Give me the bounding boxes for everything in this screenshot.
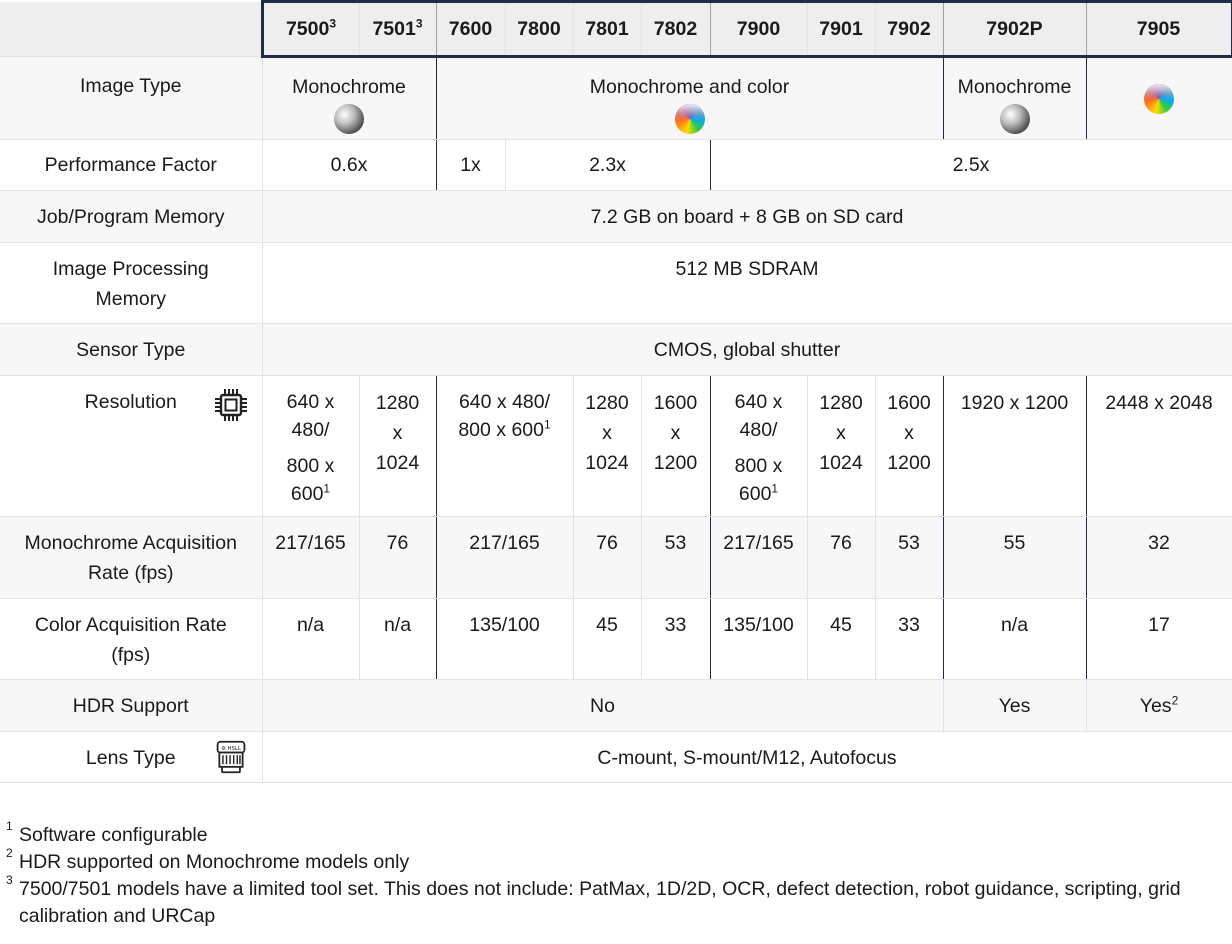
color-rate-cell: 33 (641, 599, 710, 680)
footnote-ref: 1 (323, 481, 331, 496)
image-type-text: Monochrome (292, 76, 406, 98)
header-row (0, 2, 1232, 57)
footnote-item (6, 819, 1226, 849)
lens-icon (214, 740, 248, 774)
hdr-cell: No (262, 680, 943, 732)
model-7902: 7902 (875, 2, 943, 57)
mono-rate-cell: 76 (807, 517, 875, 599)
footnote-item (6, 873, 1226, 930)
row-label: Performance Factor (0, 140, 262, 191)
performance-cell: 0.6x (262, 140, 436, 191)
row-sensor (0, 324, 1232, 376)
hdr-cell: Yes (943, 680, 1086, 732)
resolution-text: 640 x 480/ (734, 391, 783, 441)
mono-rate-cell: 217/165 (262, 517, 359, 599)
footnote-text: 7500/7501 models have a limited tool set. This does not include: PatMax, 1D/2D, OCR, defect detection, robot guidance, scripting, grid calibration and URCap (19, 878, 1181, 927)
color-rate-cell: 33 (875, 599, 943, 680)
row-color-rate (0, 599, 1232, 680)
model-7901: 7901 (807, 2, 875, 57)
mono-rate-cell: 55 (943, 517, 1086, 599)
resolution-cell: 2448 x 2048 (1086, 376, 1232, 517)
model-7902p: 7902P (943, 2, 1086, 57)
header-corner (0, 2, 262, 57)
model-7500: 7500$^3$ (262, 2, 359, 57)
color-rate-cell: 17 (1086, 599, 1232, 680)
monochrome-sphere-icon (1000, 104, 1030, 134)
resolution-cell: 1280 x 1024 (359, 376, 436, 517)
footnote-text: HDR supported on Monochrome models only (19, 851, 410, 873)
row-label: Job/Program Memory (0, 191, 262, 243)
row-resolution (0, 376, 1232, 517)
chip-icon (214, 388, 248, 422)
color-rate-cell: n/a (262, 599, 359, 680)
mono-rate-cell: 53 (875, 517, 943, 599)
resolution-cell: 1280 x 1024 (807, 376, 875, 517)
hdr-cell (1086, 680, 1232, 732)
color-rate-cell: n/a (359, 599, 436, 680)
color-rate-cell: n/a (943, 599, 1086, 680)
row-label: HDR Support (0, 680, 262, 732)
row-performance (0, 140, 1232, 191)
image-type-color-cell (1086, 57, 1232, 140)
footnote-ref: 1 (771, 481, 779, 496)
resolution-text: 640 x 480/ (458, 391, 551, 413)
row-label: Image Type (0, 57, 262, 140)
resolution-cell: 1280 x 1024 (573, 376, 641, 517)
footnote-ref: 2 (1171, 693, 1179, 708)
resolution-cell (436, 376, 573, 517)
mono-rate-cell: 76 (359, 517, 436, 599)
resolution-text-wrap (279, 452, 343, 508)
row-label: Monochrome Acquisition Rate (fps) (0, 517, 262, 599)
footnote-number: 1 (6, 819, 13, 833)
row-image-memory (0, 243, 1232, 324)
image-type-mono-color-cell (436, 57, 943, 140)
row-job-memory (0, 191, 1232, 243)
model-7905: 7905 (1086, 2, 1232, 57)
footnote-item (6, 846, 1226, 876)
image-type-text: Monochrome (957, 76, 1072, 98)
model-7501: 7501$^3$ (359, 2, 436, 57)
resolution-text-wrap (727, 452, 791, 508)
performance-cell: 2.3x (505, 140, 710, 191)
resolution-cell: 1600 x 1200 (875, 376, 943, 517)
resolution-text: 800 x 600 (734, 455, 783, 505)
row-label: Sensor Type (0, 324, 262, 376)
resolution-text: 800 x 600 (286, 455, 335, 505)
row-label: Image Processing Memory (0, 243, 262, 324)
resolution-cell (262, 376, 359, 517)
resolution-label-cell (0, 376, 262, 517)
performance-cell: 2.5x (710, 140, 1232, 191)
model-7802: 7802 (641, 2, 710, 57)
row-label: Lens Type (85, 747, 176, 769)
model-7600: 7600 (436, 2, 505, 57)
row-image-type (0, 57, 1232, 140)
mono-rate-cell: 217/165 (710, 517, 807, 599)
color-sphere-icon (1144, 84, 1174, 114)
mono-rate-cell: 53 (641, 517, 710, 599)
color-rate-cell: 135/100 (436, 599, 573, 680)
mono-rate-cell: 76 (573, 517, 641, 599)
footnote-text: Software configurable (19, 824, 208, 846)
footnote-ref: 1 (543, 417, 551, 432)
color-rate-cell: 45 (573, 599, 641, 680)
resolution-text-wrap (437, 416, 573, 444)
color-rate-cell: 135/100 (710, 599, 807, 680)
resolution-cell (710, 376, 807, 517)
mono-rate-cell: 217/165 (436, 517, 573, 599)
job-memory-cell: 7.2 GB on board + 8 GB on SD card (262, 191, 1232, 243)
hdr-text: Yes (1139, 695, 1172, 717)
lens-label-cell (0, 732, 262, 783)
footnote-number: 3 (6, 873, 13, 887)
footnotes (6, 819, 1226, 930)
resolution-cell: 1600 x 1200 (641, 376, 710, 517)
color-sphere-icon (675, 104, 705, 134)
model-7800: 7800 (505, 2, 573, 57)
sensor-cell: CMOS, global shutter (262, 324, 1232, 376)
performance-cell: 1x (436, 140, 505, 191)
image-type-mono-cell (943, 57, 1086, 140)
resolution-text: 800 x 600 (458, 419, 544, 441)
image-type-mono-cell (262, 57, 436, 140)
row-label: Resolution (84, 391, 177, 413)
mono-rate-cell: 32 (1086, 517, 1232, 599)
row-hdr (0, 680, 1232, 732)
color-rate-cell: 45 (807, 599, 875, 680)
model-7801: 7801 (573, 2, 641, 57)
model-7900: 7900 (710, 2, 807, 57)
lens-cell: C-mount, S-mount/M12, Autofocus (262, 732, 1232, 783)
image-memory-cell: 512 MB SDRAM (262, 243, 1232, 324)
footnote-number: 2 (6, 846, 13, 860)
row-mono-rate (0, 517, 1232, 599)
resolution-cell: 1920 x 1200 (943, 376, 1086, 517)
resolution-text: 640 x 480/ (286, 391, 335, 441)
svg-text:⚙ HSLL: ⚙ HSLL (220, 745, 241, 752)
image-type-text: Monochrome and color (589, 76, 790, 98)
monochrome-sphere-icon (334, 104, 364, 134)
row-lens (0, 732, 1232, 783)
row-label: Color Acquisition Rate (fps) (0, 599, 262, 680)
